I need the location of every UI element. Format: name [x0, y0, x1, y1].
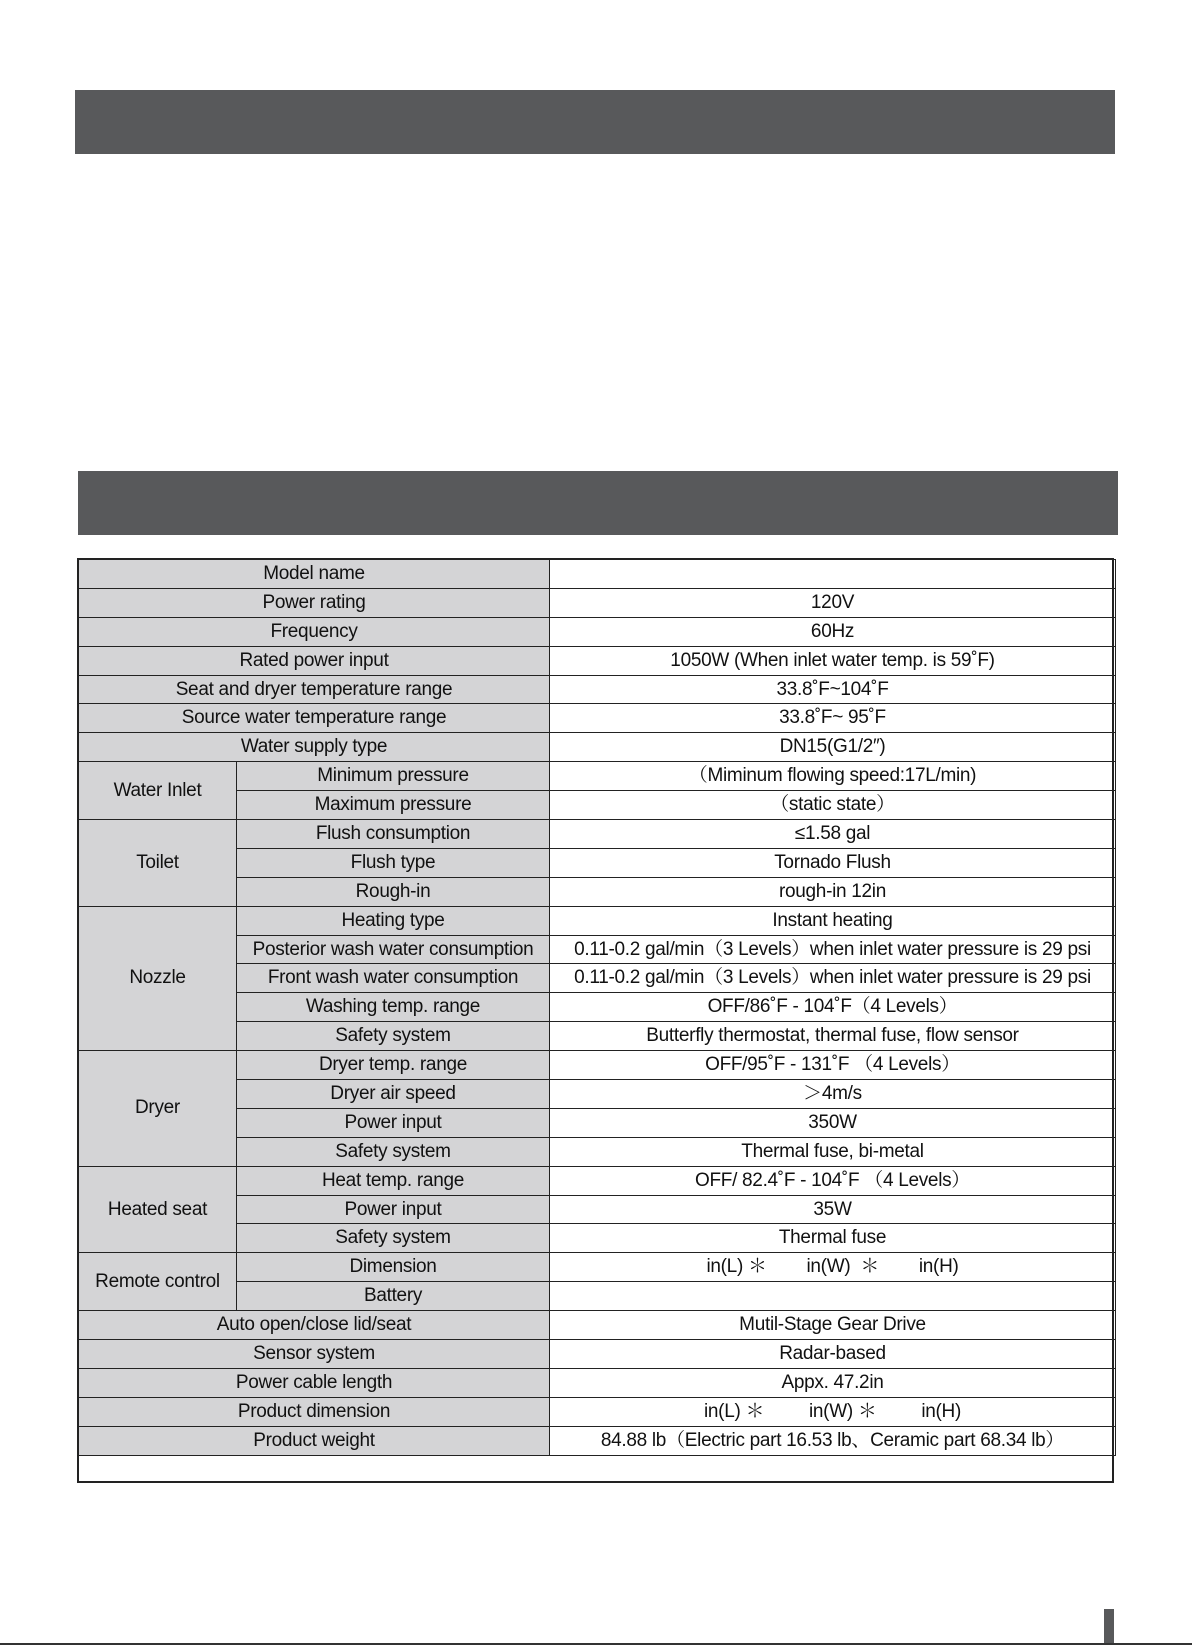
spec-label: Safety system	[237, 1224, 550, 1253]
spec-value: 120V	[550, 588, 1116, 617]
spec-label: Auto open/close lid/seat	[79, 1311, 550, 1340]
spec-label: Front wash water consumption	[237, 964, 550, 993]
spec-label: Source water temperature range	[79, 704, 550, 733]
table-row	[79, 1340, 1116, 1369]
table-row	[79, 733, 1116, 762]
spec-value: Instant heating	[550, 906, 1116, 935]
section-header-bar-top	[75, 90, 1115, 154]
spec-label: Dimension	[237, 1253, 550, 1282]
spec-value	[550, 1282, 1116, 1311]
spec-value: rough-in 12in	[550, 877, 1116, 906]
table-row	[79, 1311, 1116, 1340]
spec-value: ＞4m/s	[550, 1080, 1116, 1109]
spec-label: Power cable length	[79, 1368, 550, 1397]
group-label-water-inlet: Water Inlet	[79, 762, 237, 820]
spec-value: Mutil-Stage Gear Drive	[550, 1311, 1116, 1340]
spec-label: Safety system	[237, 1022, 550, 1051]
table-row	[79, 1368, 1116, 1397]
spec-label: Power rating	[79, 588, 550, 617]
group-label-remote-control: Remote control	[79, 1253, 237, 1311]
spec-label: Flush consumption	[237, 820, 550, 849]
table-row	[79, 1397, 1116, 1426]
spec-label: Rated power input	[79, 646, 550, 675]
group-label-dryer: Dryer	[79, 1051, 237, 1167]
table-row	[79, 646, 1116, 675]
spec-label: Battery	[237, 1282, 550, 1311]
spec-value: 0.11-0.2 gal/min（3 Levels）when inlet water pressure is 29 psi	[550, 964, 1116, 993]
spec-value: 84.88 lb（Electric part 16.53 lb、Ceramic part 68.34 lb）	[550, 1426, 1116, 1455]
spec-label: Washing temp. range	[237, 993, 550, 1022]
spec-label: Seat and dryer temperature range	[79, 675, 550, 704]
spec-value: 350W	[550, 1108, 1116, 1137]
spec-label: Water supply type	[79, 733, 550, 762]
table-row	[79, 1253, 1116, 1282]
table-row	[79, 762, 1116, 791]
table-row	[79, 675, 1116, 704]
spec-label: Flush type	[237, 848, 550, 877]
table-row	[79, 560, 1116, 589]
spec-label: Product dimension	[79, 1397, 550, 1426]
spec-label: Heat temp. range	[237, 1166, 550, 1195]
spec-label: Posterior wash water consumption	[237, 935, 550, 964]
specification-table	[78, 559, 1116, 1456]
spec-label: Frequency	[79, 617, 550, 646]
spec-value: OFF/86˚F - 104˚F（4 Levels）	[550, 993, 1116, 1022]
spec-value	[550, 560, 1116, 589]
spec-value: 35W	[550, 1195, 1116, 1224]
spec-value: Radar-based	[550, 1340, 1116, 1369]
spec-value: （Miminum flowing speed:17L/min)	[550, 762, 1116, 791]
spec-value: 60Hz	[550, 617, 1116, 646]
spec-value: （static state）	[550, 791, 1116, 820]
spec-label: Power input	[237, 1195, 550, 1224]
spec-value: Thermal fuse	[550, 1224, 1116, 1253]
spec-value: 0.11-0.2 gal/min（3 Levels）when inlet water pressure is 29 psi	[550, 935, 1116, 964]
spec-value: Thermal fuse, bi-metal	[550, 1137, 1116, 1166]
spec-label: Heating type	[237, 906, 550, 935]
table-row	[79, 588, 1116, 617]
spec-label: Minimum pressure	[237, 762, 550, 791]
table-row	[79, 1166, 1116, 1195]
spec-value: in(L) ＊ in(W) ＊ in(H)	[550, 1253, 1116, 1282]
spec-label: Product weight	[79, 1426, 550, 1455]
spec-value: 33.8˚F~ 95˚F	[550, 704, 1116, 733]
spec-label: Sensor system	[79, 1340, 550, 1369]
spec-label: Dryer temp. range	[237, 1051, 550, 1080]
table-row	[79, 617, 1116, 646]
spec-label: Maximum pressure	[237, 791, 550, 820]
spec-label: Dryer air speed	[237, 1080, 550, 1109]
spec-value: Appx. 47.2in	[550, 1368, 1116, 1397]
table-row	[79, 906, 1116, 935]
spec-label: Safety system	[237, 1137, 550, 1166]
spec-value: 33.8˚F~104˚F	[550, 675, 1116, 704]
spec-value: DN15(G1/2″)	[550, 733, 1116, 762]
spec-value: in(L) ＊ in(W) ＊ in(H)	[550, 1397, 1116, 1426]
spec-label: Power input	[237, 1108, 550, 1137]
table-row	[79, 1426, 1116, 1455]
spec-value: ≤1.58 gal	[550, 820, 1116, 849]
group-label-nozzle: Nozzle	[79, 906, 237, 1050]
spec-label: Rough-in	[237, 877, 550, 906]
spec-label: Model name	[79, 560, 550, 589]
spec-value: Tornado Flush	[550, 848, 1116, 877]
section-header-bar-specifications	[78, 471, 1118, 535]
group-label-heated-seat: Heated seat	[79, 1166, 237, 1253]
page-corner-tab	[1104, 1609, 1114, 1645]
spec-value: OFF/ 82.4˚F - 104˚F （4 Levels）	[550, 1166, 1116, 1195]
spec-value: OFF/95˚F - 131˚F （4 Levels）	[550, 1051, 1116, 1080]
spec-value: 1050W (When inlet water temp. is 59˚F)	[550, 646, 1116, 675]
table-row	[79, 704, 1116, 733]
table-row	[79, 1051, 1116, 1080]
table-row	[79, 820, 1116, 849]
spec-value: Butterfly thermostat, thermal fuse, flow sensor	[550, 1022, 1116, 1051]
group-label-toilet: Toilet	[79, 820, 237, 907]
